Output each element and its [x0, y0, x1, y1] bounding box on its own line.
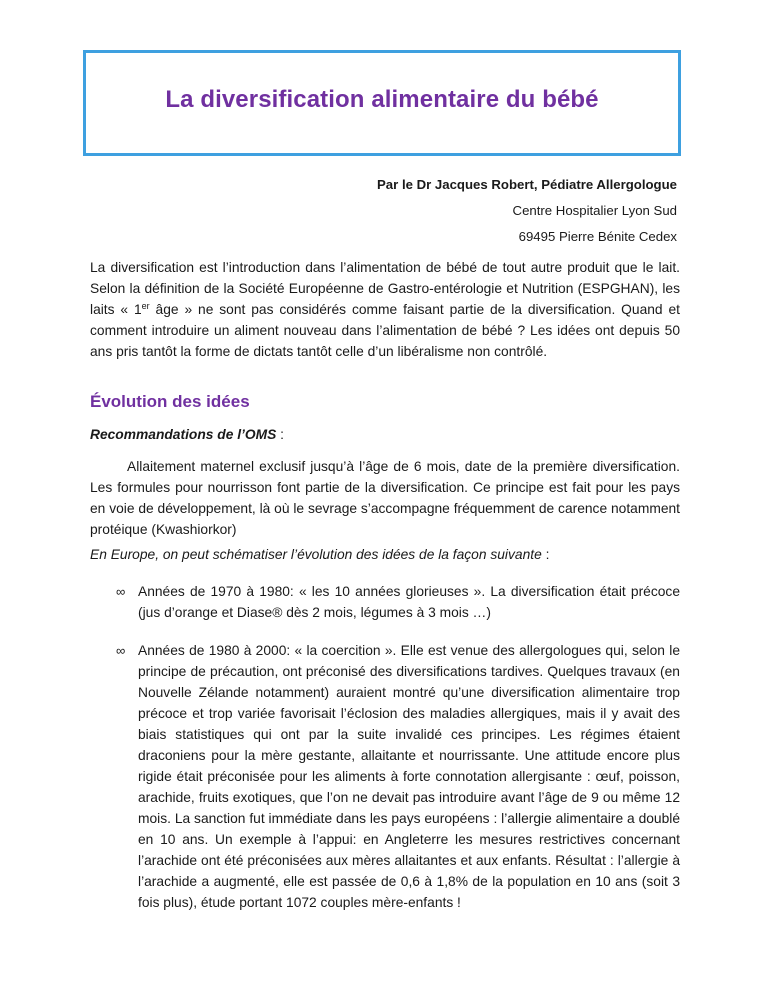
evolution-list	[90, 581, 680, 913]
oms-paragraph: Allaitement maternel exclusif jusqu’à l’âge de 6 mois, date de la première diversification. Les formules pour nourrisson font partie de la diversification. Ce principe est fait pour les pays en voie de développement, là où le sevrage s’accompagne fréquemment de carence notamment protéique (Kwashiorkor)	[90, 459, 680, 537]
oms-subheading-label: Recommandations de l’OMS	[90, 427, 277, 442]
document-title: La diversification alimentaire du bébé	[165, 86, 599, 113]
title-box	[83, 50, 681, 156]
author-block	[377, 172, 677, 250]
europe-intro-suffix: :	[541, 547, 550, 562]
intro-superscript: er	[141, 301, 150, 311]
europe-intro	[90, 547, 549, 562]
intro-text-part1: La diversification est l’introduction dans l’alimentation de bébé de tout autre produit que le lait. Selon la définition de la Société Européenne de Gastro-entérologie et Nutrition (ESPGHAN), les laits « 1	[90, 260, 680, 317]
author-address: 69495 Pierre Bénite Cedex	[518, 229, 677, 244]
list-item-text: Années de 1970 à 1980: « les 10 années glorieuses ». La diversification était précoce (jus d’orange et Diase® dès 2 mois, légumes à 3 mois …)	[138, 584, 680, 620]
section-heading: Évolution des idées	[90, 392, 250, 411]
list-item	[90, 581, 680, 623]
oms-subheading	[90, 427, 284, 442]
europe-intro-text: En Europe, on peut schématiser l’évolution des idées de la façon suivante	[90, 547, 542, 562]
list-item	[90, 640, 680, 913]
infinity-bullet-icon: ∞	[116, 643, 126, 658]
infinity-bullet-icon: ∞	[116, 584, 126, 599]
list-item-text: Années de 1980 à 2000: « la coercition ». Elle est venue des allergologues qui, selon le principe de précaution, ont préconisé des diversifications tardives. Quelques travaux (en Nouvelle Zélande notamment) auraient montré qu’une diversification alimentaire trop précoce et trop variée favorisait l’éclosion des maladies allergiques, mais il y avait des biais statistiques qui ont par la suite invalidé ces principes. Les régimes étaient draconiens pour la mère gestante, allaitante et nourrissante. Une attitude encore plus rigide était préconisée pour les aliments à forte connotation allergisante : œuf, poisson, arachide, fruits exotiques, que l’on ne devait pas introduire avant l’âge de 9 ou même 12 mois. La sanction fut immédiate dans les pays européens : l’allergie alimentaire a doublé en 10 ans. Un exemple à l’appui: en Angleterre les mesures restrictives concernant l’arachide ont été préconisées aux mères allaitantes et aux enfants. Résultat : l’allergie à l’arachide a augmenté, elle est passée de 0,6 à 1,8% de la population en 10 ans (soit 3 fois plus), étude portant 1072 couples mère-enfants !	[138, 643, 680, 910]
author-institution: Centre Hospitalier Lyon Sud	[512, 203, 677, 218]
intro-paragraph	[90, 257, 680, 362]
oms-subheading-suffix: :	[276, 427, 284, 442]
author-name: Par le Dr Jacques Robert, Pédiatre Allergologue	[377, 177, 677, 192]
intro-text-part2: âge » ne sont pas considérés comme faisant partie de la diversification. Quand et comment introduire un aliment nouveau dans l’alimentation de bébé ? Les idées ont depuis 50 ans pris tantôt la forme de dictats tantôt celle d’un libéralisme non contrôlé.	[90, 302, 680, 359]
